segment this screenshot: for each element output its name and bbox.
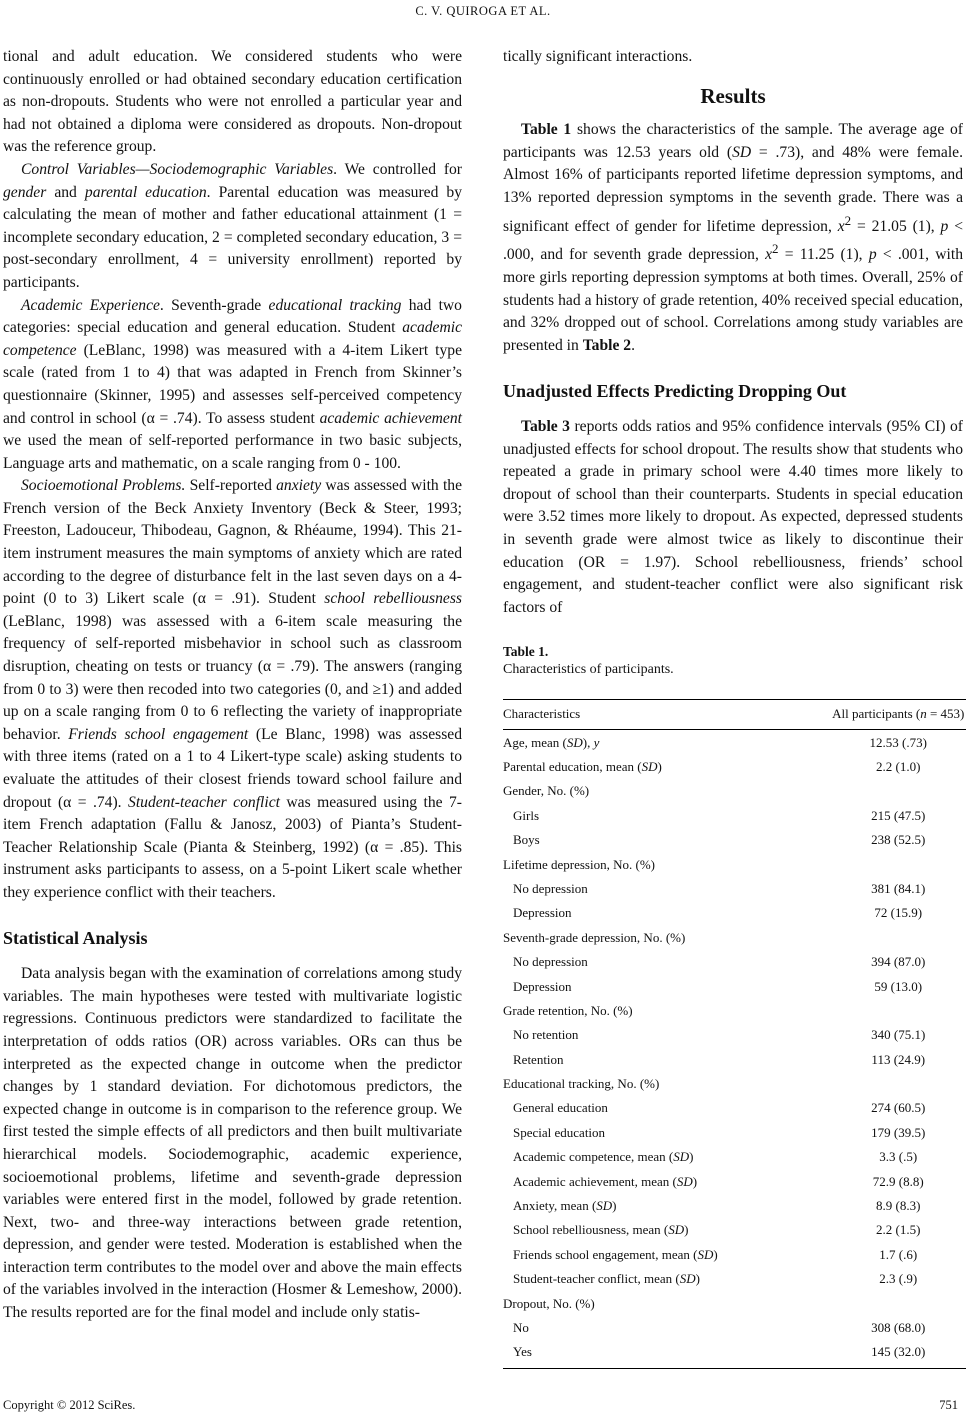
table-cell-label: No depression bbox=[513, 954, 588, 970]
table-cell-value: 72 (15.9) bbox=[874, 905, 923, 921]
table-row bbox=[503, 852, 966, 876]
table-cell-label: Educational tracking, No. (%) bbox=[503, 1076, 660, 1092]
running-head: C. V. QUIROGA ET AL. bbox=[415, 4, 551, 18]
table-cell-label: Retention bbox=[513, 1051, 564, 1067]
table-row bbox=[503, 1291, 966, 1315]
table-row bbox=[503, 755, 966, 779]
paragraph-statistical-analysis: Data analysis began with the examination of correlations among study variables. The main hypotheses were tested with multivariate logistic regressions. Continuous predictors were standardized to facilitate the interpretation of odds ratios (OR) across variables. ORs can thus be interpreted as the expected change in outcome when the predictor changes by 1 standard deviation. For dichotomous predictors, the expected change in outcome is in comparison to the reference group. We first tested the simple effects of all predictors and then built multivariate hierarchical models. Sociodemographic, academic experience, socioemotional problems, lifetime and seventh-grade depression variables were entered first in the model, followed by grade retention. Next, two- and three-way interactions between grade retention, depression, and gender were tested. Moderation is established when the interaction term contributes to the model over and above the main effects of the variables involved in the interaction (Hosmer & Lemeshow, 2000). The results reported are for the final model and include only statis- bbox=[3, 965, 462, 1322]
table-row bbox=[503, 804, 966, 828]
table-cell-label: Age, mean (SD), y bbox=[503, 734, 600, 750]
table-cell-value: 394 (87.0) bbox=[871, 954, 926, 970]
paragraph-socioemotional-problems: Socioemotional Problems. Self-reported anxiety was assessed with the French version of the Beck Anxiety Inventory (Beck & Steer, 1993; Freeston, Ladouceur, Thibodeau, Gagnon, & Rhéaume, 1994). This 21-item instrument measures the main symptoms of anxiety which are rated according to the degree of disturbance felt in the last seven days on a 4-point (0 to 3) Likert scale (α = .91). Student school rebelliousness (LeBlanc, 1998) was assessed with a 6-item scale measuring the frequency of self-reported misbehavior in school such as classroom disruption, cheating on tests or truancy (α = .79). The answers (ranging from 0 to 3) were then recoded into two categories (0, and ≥1) and added up on a scale ranging from 0 to 6 reflecting the variety of inappropriate behavior. Friends school engagement (Le Blanc, 1998) was assessed with three items (rated on a 1 to 4 Likert-type scale) asking students to evaluate the attitudes of their closest friends toward school failure and dropout (α = .74). Student-teacher conflict was measured using the 7-item French adaptation (Fallu & Janosz, 2003) of Pianta’s Student-Teacher Relationship Scale (Pianta & Steinberg, 1992) (α = .85). This instrument asks participants to assess, on a 5-point Likert scale whether they experience conflict with their teachers. bbox=[3, 477, 463, 901]
table-cell-value: 3.3 (.5) bbox=[879, 1149, 918, 1165]
table-cell-label: Friends school engagement, mean (SD) bbox=[513, 1246, 718, 1262]
table-cell-value: 381 (84.1) bbox=[871, 880, 926, 896]
table-cell-label: Yes bbox=[503, 1340, 721, 1368]
table-row bbox=[503, 974, 966, 998]
table-cell-value: 215 (47.5) bbox=[871, 807, 926, 823]
table-cell-label: Anxiety, mean (SD) bbox=[513, 1198, 617, 1214]
table-cell-label: Grade retention, No. (%) bbox=[503, 1002, 633, 1018]
paragraph: tically significant interactions. bbox=[503, 48, 693, 65]
table-row bbox=[503, 1194, 966, 1218]
table-cell-value: 274 (60.5) bbox=[871, 1100, 926, 1116]
paragraph: tional and adult education. We considered students who were continuously enrolled or had obtained secondary education certification as non-dropouts. Students who were not enrolled a particular year and had not obtained a diploma were considered as dropouts. Non-dropout was the reference group. bbox=[3, 48, 462, 156]
table-row bbox=[503, 1023, 966, 1047]
table-cell-label: Depression bbox=[513, 978, 572, 994]
table-cell-label: Special education bbox=[513, 1124, 606, 1140]
right-column bbox=[503, 46, 963, 1369]
paragraph-results: Table 1 shows the characteristics of the sample. The average age of participants was 12.53 years old (SD = .73), and 48% were female. Almost 16% of participants reported lifetime depression symptoms, and 13% reported depression symptoms in the seventh grade. There was a significant effect of gender for lifetime depression, $x^2 = 21.05$ (1), p < .000, and for seventh grade depression, $x^2 = 11.25$ (1), p < .001, with more girls reporting depression symptoms at both times. Overall, 25% of students had a history of grade retention, 40% received special education, and 32% dropped out of school. Correlations among study variables are presented in Table 2. bbox=[503, 121, 964, 354]
table-cell-value bbox=[721, 1072, 966, 1096]
table-cell-value: 179 (39.5) bbox=[871, 1124, 926, 1140]
table-cell-value bbox=[721, 926, 966, 950]
table-row bbox=[503, 901, 966, 925]
table-cell-value bbox=[721, 999, 966, 1023]
table-row bbox=[503, 877, 966, 901]
column-header-characteristics: Characteristics bbox=[503, 700, 721, 730]
table-cell-value: 308 (68.0) bbox=[871, 1320, 926, 1335]
page-number: 751 bbox=[939, 1398, 958, 1412]
table-row bbox=[503, 1072, 966, 1096]
table-cell-label: School rebelliousness, mean (SD) bbox=[513, 1222, 689, 1238]
table-cell-value: 340 (75.1) bbox=[871, 1027, 926, 1043]
table-cell-value: 1.7 (.6) bbox=[879, 1246, 918, 1262]
table-cell-label: Academic achievement, mean (SD) bbox=[513, 1173, 698, 1189]
table-cell-value: 59 (13.0) bbox=[874, 978, 923, 994]
table-cell-value: 72.9 (8.8) bbox=[872, 1173, 924, 1189]
table-row bbox=[503, 1218, 966, 1242]
table-cell-value: 2.2 (1.5) bbox=[876, 1222, 921, 1238]
copyright-notice: Copyright © 2012 SciRes. bbox=[3, 1398, 136, 1412]
table-cell-value: 2.3 (.9) bbox=[879, 1271, 918, 1287]
table-row bbox=[503, 950, 966, 974]
table-cell-value: 113 (24.9) bbox=[871, 1051, 926, 1067]
paragraph-academic-experience: Academic Experience. Seventh-grade educational tracking had two categories: special education and general education. Student academic competence (LeBlanc, 1998) was measured with a 4-item Likert type scale (rated from 1 to 4) that was adapted in French from Skinner’s questionnaire (Skinner, 1995) and assesses self-perceived competency and control in school (α = .74). To assess student academic achievement we used the mean of self-reported performance in two basic subjects, Language arts and mathematic, on a scale ranging from 0 - 100. bbox=[3, 296, 462, 472]
table-cell-label: Girls bbox=[513, 807, 539, 823]
table-row bbox=[503, 1316, 966, 1340]
table-header-row bbox=[503, 700, 966, 730]
left-column bbox=[3, 46, 462, 1325]
column-header-all-participants: All participants (n = 453) bbox=[721, 700, 966, 730]
table-caption-text: Characteristics of participants. bbox=[503, 662, 674, 678]
section-heading-statistical-analysis: Statistical Analysis bbox=[3, 927, 148, 948]
table-cell-label: Student-teacher conflict, mean (SD) bbox=[513, 1271, 700, 1287]
table-cell-value bbox=[721, 852, 966, 876]
table-cell-value bbox=[721, 779, 966, 803]
table-row bbox=[503, 730, 966, 755]
table-cell-value: 238 (52.5) bbox=[871, 832, 926, 848]
table-row bbox=[503, 1169, 966, 1193]
table-cell-value: 12.53 (.73) bbox=[869, 734, 927, 750]
table-cell-label: Depression bbox=[513, 905, 572, 921]
table-cell-label: Lifetime depression, No. (%) bbox=[503, 856, 655, 872]
table-cell-label: Seventh-grade depression, No. (%) bbox=[503, 929, 686, 945]
table-cell-label: General education bbox=[513, 1100, 608, 1116]
table-row bbox=[503, 828, 966, 852]
table-row bbox=[503, 926, 966, 950]
table-caption-label: Table 1. bbox=[503, 644, 549, 660]
table-row bbox=[503, 1048, 966, 1072]
section-heading-results: Results bbox=[700, 83, 766, 108]
table-cell-value: 2.2 (1.0) bbox=[876, 759, 921, 775]
table-row bbox=[503, 999, 966, 1023]
table-row bbox=[503, 1096, 966, 1120]
table-row bbox=[503, 1267, 966, 1291]
table-cell-label: Dropout, No. (%) bbox=[503, 1295, 595, 1311]
table-cell-value: 8.9 (8.3) bbox=[876, 1198, 921, 1214]
table-cell-label: No retention bbox=[513, 1027, 579, 1043]
table-cell-label: No depression bbox=[513, 880, 588, 896]
table-row bbox=[503, 779, 966, 803]
table-row bbox=[503, 1340, 966, 1368]
table-cell-value: 145 (32.0) bbox=[721, 1340, 966, 1368]
table-cell-label: Boys bbox=[513, 832, 540, 848]
table-body bbox=[503, 730, 966, 1368]
table-cell-value bbox=[721, 1291, 966, 1315]
table-row bbox=[503, 1121, 966, 1145]
table-row bbox=[503, 1145, 966, 1169]
table-cell-label: Academic competence, mean (SD) bbox=[513, 1149, 694, 1165]
characteristics-table bbox=[503, 699, 966, 1368]
paragraph-unadjusted-effects: Table 3 reports odds ratios and 95% confidence intervals (95% CI) of unadjusted effects for school dropout. The results show that students who repeated a grade in primary school were 4.40 times more likely to dropout of school than their counterparts. Students in special education were 3.52 times more likely to dropout. As expected, depressed students in seventh grade were almost twice as likely to discontinue their education (OR = 1.97). School rebelliousness, friends’ school engagement, and student-teacher conflict were also significant risk factors of bbox=[503, 418, 963, 616]
table-row bbox=[503, 1243, 966, 1267]
table-cell-label: Gender, No. (%) bbox=[503, 783, 590, 799]
paragraph-control-variables: Control Variables—Sociodemographic Variables. We controlled for gender and parental education. Parental education was measured by calculating the mean of mother and father educational attainment (1 = incomplete secondary education, 2 = completed secondary education, 3 = post-secondary enrollment, 4 = university enrollment) reported by participants. bbox=[3, 160, 462, 291]
section-heading-unadjusted-effects: Unadjusted Effects Predicting Dropping Out bbox=[503, 380, 847, 401]
table-cell-label: No bbox=[513, 1320, 529, 1335]
table-cell-label: Parental education, mean (SD) bbox=[503, 759, 662, 775]
